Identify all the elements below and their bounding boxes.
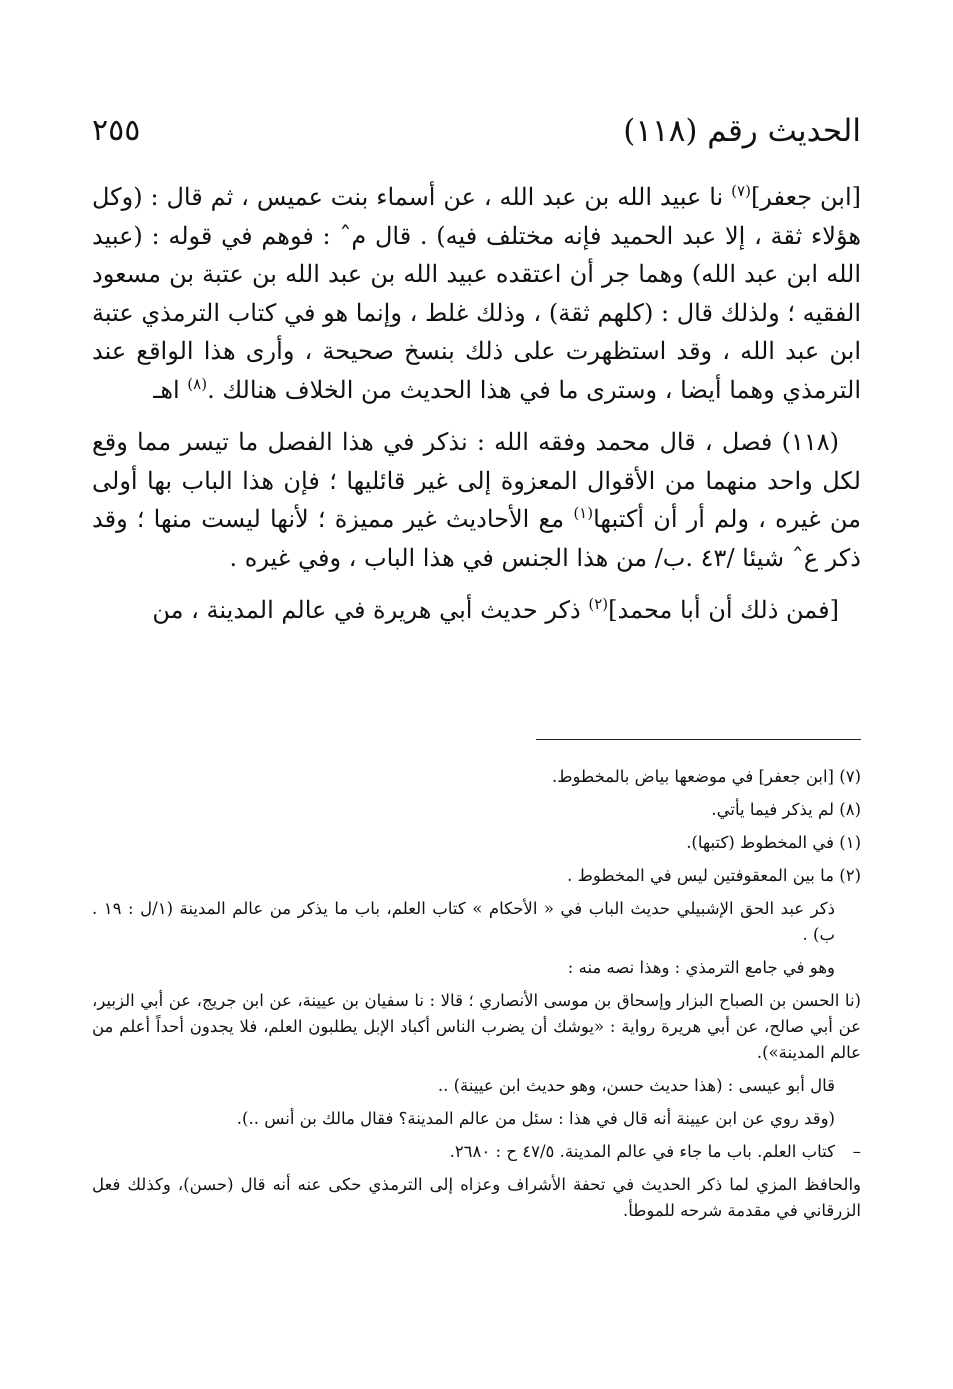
footnote-1: (١) في المخطوط (كتبها). <box>686 833 861 852</box>
text-segment: [ابن جعفر] <box>750 183 861 211</box>
text-segment: [فمن ذلك أن أبا محمد] <box>608 596 839 624</box>
footnote-separator <box>536 739 861 740</box>
paragraph-1 <box>92 178 861 409</box>
footnote-ref-8: (٨) <box>187 374 208 393</box>
page-header <box>92 108 861 154</box>
footnote-2-hadith-text: (نا الحسن بن الصباح البزار وإسحاق بن موسى الأنصاري ؛ قالا : نا سفيان بن عيينة، عن ابن جريج، عن أبي الزبير، عن أبي صالح، عن أبي هريرة رواية : «يوشك أن يضرب الناس أكباد الإبل يطلبون العلم، فلا يجدون أحداً أعلم من عالم المدينة»). <box>92 991 861 1062</box>
footnote-8: (٨) لم يذكر فيما يأتي. <box>711 800 861 819</box>
text-segment: نا عبيد الله بن عبد الله ، عن أسماء بنت عميس ، ثم قال : (وكل هؤلاء ثقة ، إلا عبد الحميد فإنه مختلف فيه) . قال مˆ : فوهم في قوله : (عبيد الله ابن عبد الله) وهما جر أن اعتقده عبيد الله بن عبد الله بن عتبة بن مسعود الفقيه ؛ ولذلك قال : (كلهم ثقة) ، وذلك غلط ، وإنما هو في كتاب الترمذي عتبة ابن عبد الله ، وقد استظهرت على ذلك بنسخ صحيحة ، وأرى هذا الواقع عند الترمذي وهما أيضا ، وسترى ما في هذا الحديث من الخلاف هنالك . <box>92 183 862 404</box>
footnote-ref-2: (٢) <box>588 595 609 613</box>
footnote-2-ibn-uyayna: (وقد روي عن ابن عيينة أنه قال في هذا : سئل من عالم المدينة؟ فقال مالك بن أنس ..). <box>236 1109 835 1128</box>
running-title: الحديث رقم (١١٨) <box>623 113 861 149</box>
paragraph-2 <box>92 423 861 577</box>
text-segment: مع الأحاديث غير مميزة ؛ لأنها ليست منها ؛ وقد ذكر عˆ شيئا /٤٣ .ب/ من هذا الجنس في هذا الباب ، وفي غيره . <box>92 505 861 572</box>
text-segment: ذكر حديث أبي هريرة في عالم المدينة ، من <box>152 596 589 624</box>
footnote-2-detail-tirmidhi: وهو في جامع الترمذي : وهذا نصه منه : <box>567 958 835 977</box>
reference-text: كتاب العلم. باب ما جاء في عالم المدينة. ٤٧/٥ ح : ٢٦٨٠. <box>449 1142 835 1161</box>
footnote-2: (٢) ما بين المعقوفتين ليس في المخطوط . <box>567 866 861 885</box>
text-segment: اهـ <box>153 375 188 404</box>
footnotes <box>92 764 861 1231</box>
footnote-ref-7: (٧) <box>731 182 751 200</box>
footnote-2-reference <box>92 1139 861 1165</box>
dash-marker: – <box>852 1142 861 1161</box>
footnote-2-mizzi: والحافظ المزي لما ذكر الحديث في تحفة الأشراف وعزاه إلى الترمذي حكى عنه أنه قال (حسن)، وكذلك فعل الزرقاني في مقدمة شرحه للموطأ. <box>92 1175 861 1220</box>
page-number: ٢٥٥ <box>92 113 141 148</box>
footnote-2-detail-ahkam: ذكر عبد الحق الإشبيلي حديث الباب في « الأحكام » كتاب العلم، باب ما يذكر من عالم المدينة (١/ل : ١٩ . ب) . <box>92 899 835 944</box>
paragraph-3 <box>92 591 861 630</box>
main-text <box>92 178 861 644</box>
footnote-ref-1: (١) <box>573 504 594 522</box>
footnote-7: (٧) [ابن جعفر] في موضعها بياض بالمخطوط. <box>552 767 861 786</box>
text-segment: (١١٨) فصل ، قال محمد وفقه الله : نذكر في هذا الفصل ما تيسر مما وقع لكل واحد منهما من الأقوال المعزوة إلى غير قائليها ؛ فإن هذا الباب بها أولى من غيره ، ولم أر أن أكتبها <box>92 428 862 533</box>
footnote-2-abu-isa: قال أبو عيسى : (هذا حديث حسن، وهو حديث ابن عيينة) .. <box>437 1076 835 1095</box>
